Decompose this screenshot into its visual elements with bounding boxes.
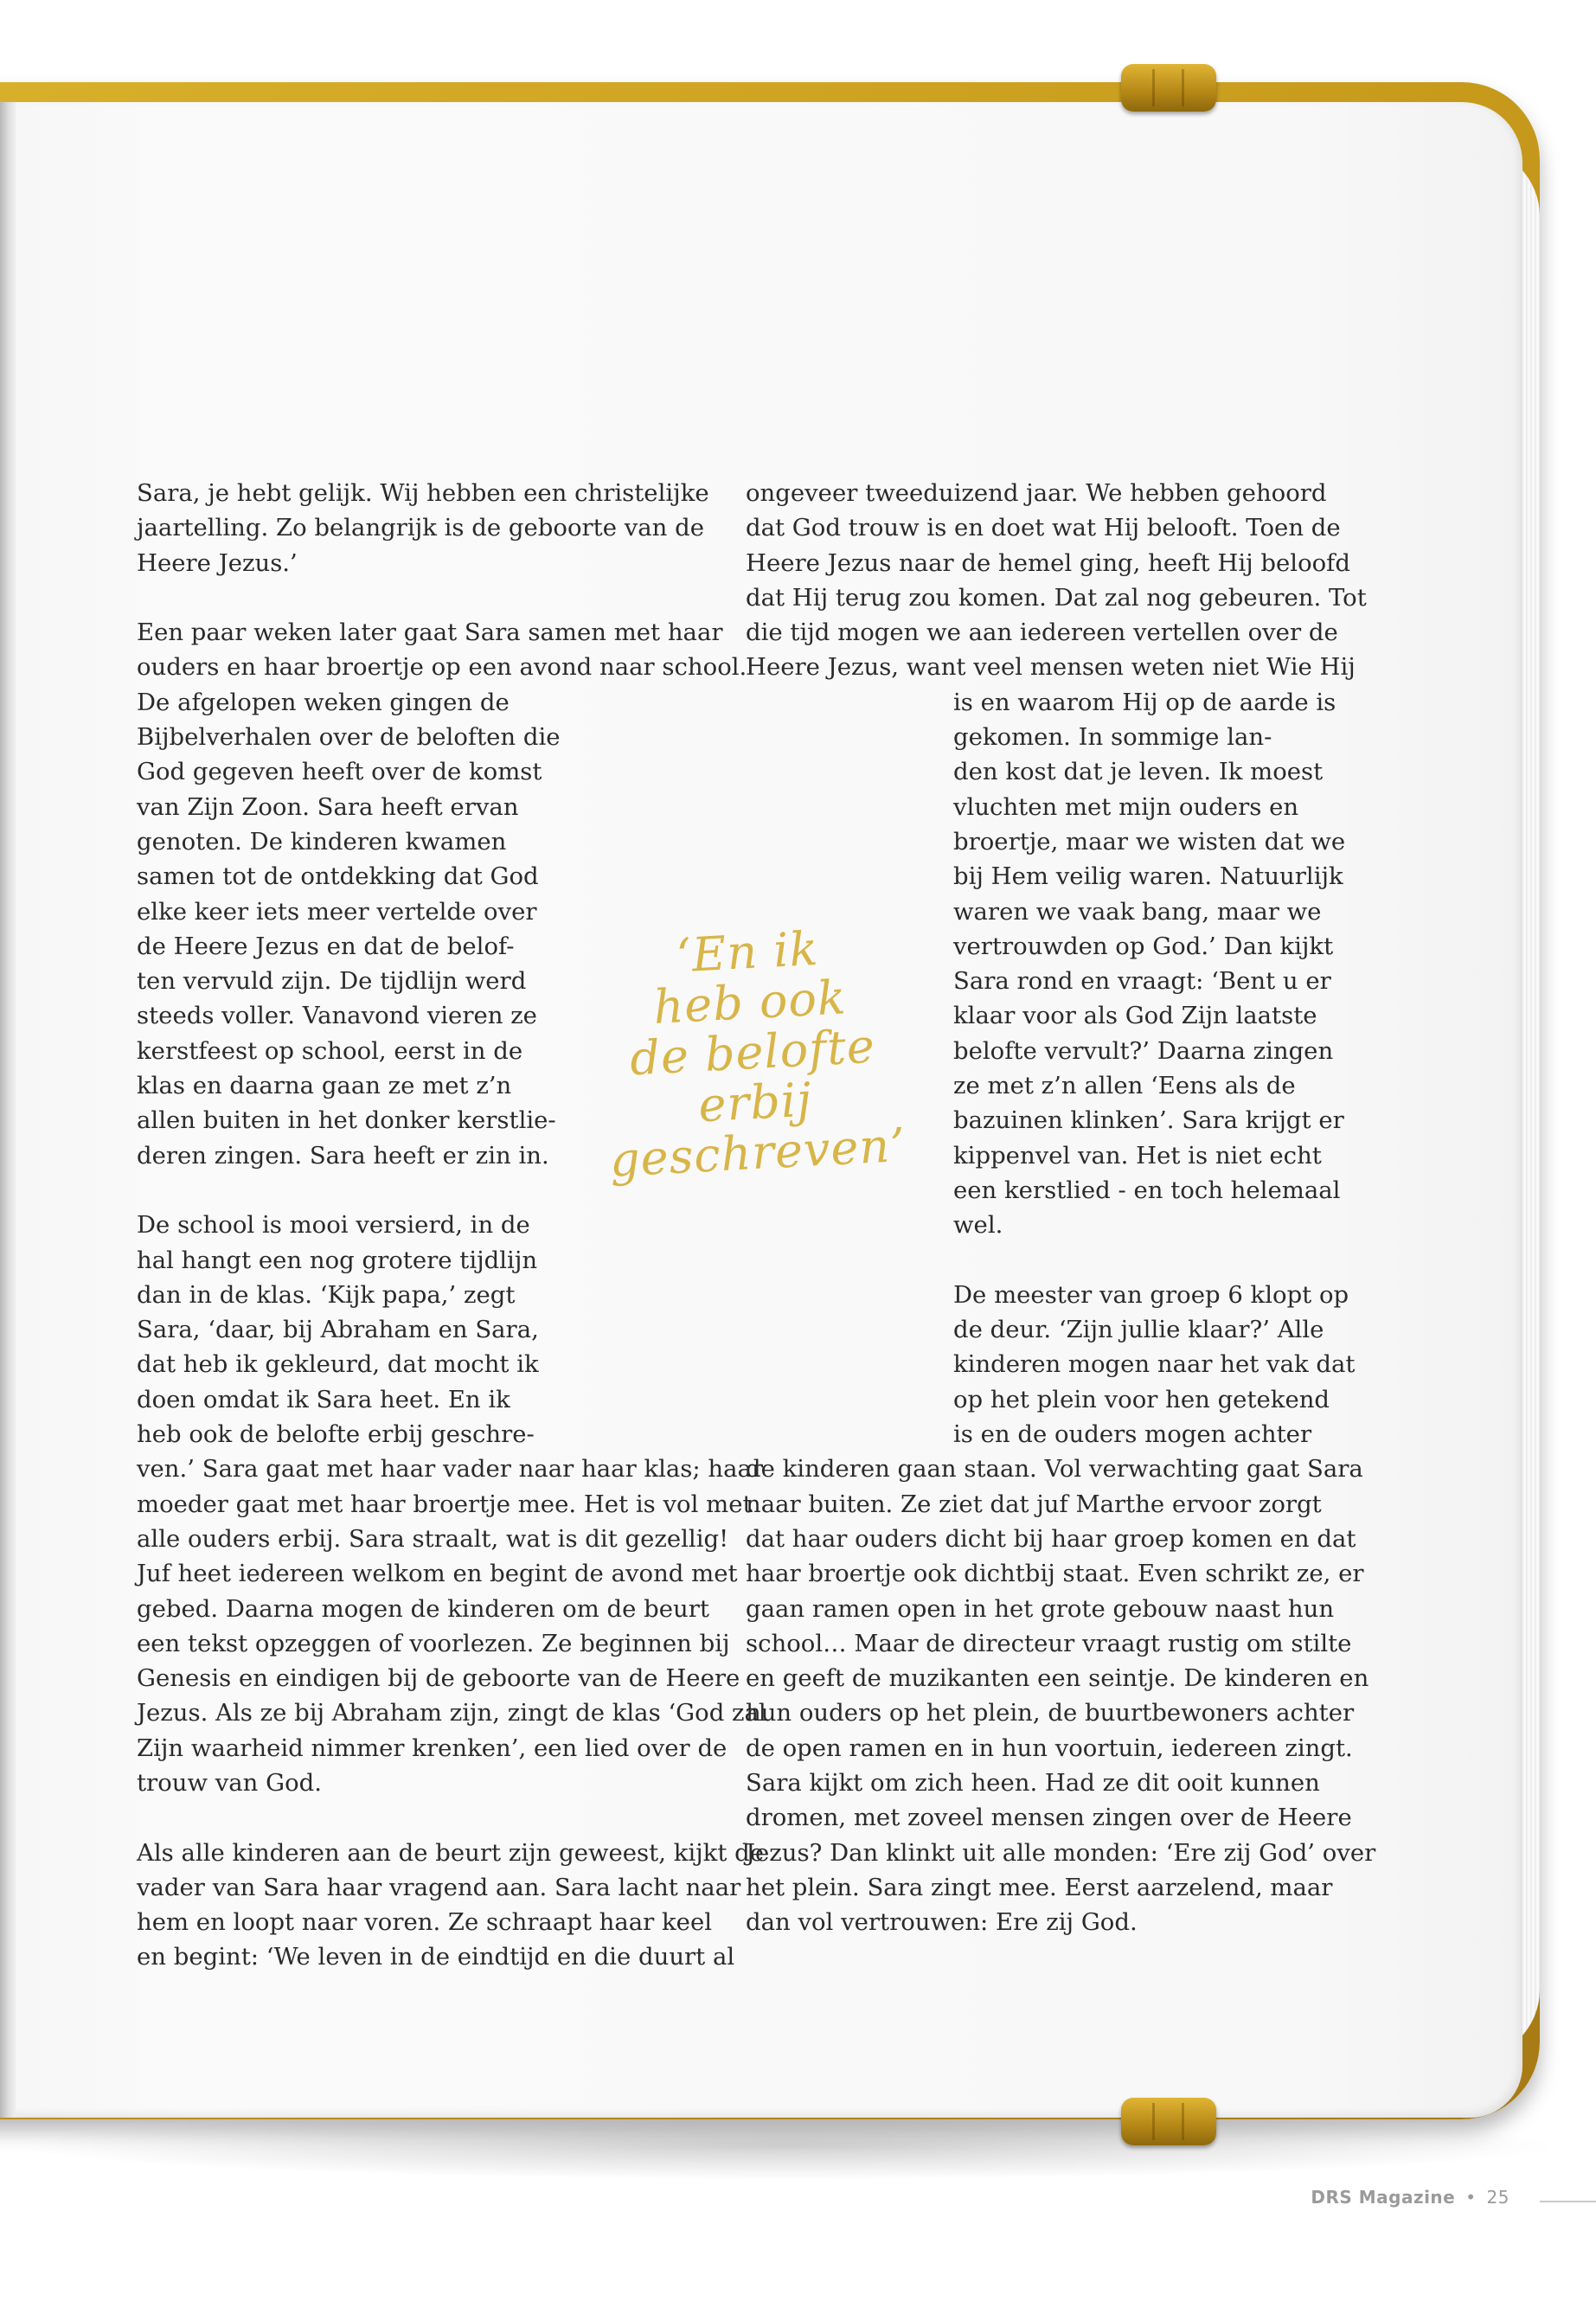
text-line: Bijbelverhalen over de beloften die	[137, 723, 561, 752]
elastic-band-top	[1121, 64, 1216, 112]
text-line: naar buiten. Ze ziet dat juf Marthe ervoor zorgt	[746, 1490, 1322, 1518]
text-line: dat Hij terug zou komen. Dat zal nog gebeuren. Tot	[746, 583, 1367, 612]
text-line: Heere Jezus naar de hemel ging, heeft Hij beloofd	[746, 548, 1350, 577]
paragraph	[746, 1278, 1376, 1940]
story-left-column	[137, 476, 766, 1975]
elastic-band-bottom	[1121, 2098, 1216, 2145]
paragraph-spacer	[746, 1243, 1334, 1278]
text-line: Een paar weken later gaat Sara samen met haar	[137, 619, 723, 647]
text-line: is en waarom Hij op de aarde is	[953, 688, 1336, 716]
text-line: Sara, je hebt gelijk. Wij hebben een christelijke	[137, 479, 709, 507]
text-line: klas en daarna gaan ze met z’n	[137, 1072, 512, 1100]
text-line: God gegeven heeft over de komst	[137, 758, 542, 786]
text-line: dat God trouw is en doet wat Hij belooft. Toen de	[746, 514, 1341, 542]
text-line: alle ouders erbij. Sara straalt, wat is dit gezellig!	[137, 1524, 729, 1553]
text-line: klaar voor als God Zijn laatste	[953, 1002, 1317, 1030]
text-line: gebed. Daarna mogen de kinderen om de beurt	[137, 1594, 709, 1623]
text-line: ongeveer tweeduizend jaar. We hebben gehoord	[746, 479, 1327, 507]
text-line: moeder gaat met haar broertje mee. Het is vol met	[137, 1490, 753, 1518]
text-line: Heere Jezus, want veel mensen weten niet Wie Hij	[746, 653, 1356, 682]
text-line: en begint: ‘We leven in de eindtijd en die duurt al	[137, 1943, 735, 1971]
pull-quote-line: ‘En ik	[675, 920, 820, 984]
pull-quote-line: geschreven’	[608, 1117, 907, 1188]
magazine-name: DRS Magazine	[1311, 2187, 1456, 2208]
text-line: broertje, maar we wisten dat we	[953, 827, 1346, 856]
text-line: hem en loopt naar voren. Ze schraapt haar keel	[137, 1908, 713, 1937]
text-line: Zijn waarheid nimmer krenken’, een lied over de	[137, 1734, 727, 1762]
text-line: bij Hem veilig waren. Natuurlijk	[953, 862, 1343, 891]
text-line: ten vervuld zijn. De tijdlijn werd	[137, 967, 527, 996]
text-line: elke keer iets meer vertelde over	[137, 897, 537, 926]
text-line: heb ook de belofte erbij geschre-	[137, 1420, 535, 1449]
text-line: Jezus? Dan klinkt uit alle monden: ‘Ere zij God’ over	[746, 1838, 1376, 1867]
text-line: ven.’ Sara gaat met haar vader naar haar klas; haar	[137, 1455, 764, 1484]
paragraph-spacer	[137, 580, 708, 615]
text-line: hun ouders op het plein, de buurtbewoners achter	[746, 1699, 1355, 1727]
text-line: Genesis en eindigen bij de geboorte van de Heere	[137, 1664, 740, 1693]
text-line: bazuinen klinken’. Sara krijgt er	[953, 1106, 1344, 1135]
text-line: Sara, ‘daar, bij Abraham en Sara,	[137, 1316, 539, 1344]
text-line: dat heb ik gekleurd, dat mocht ik	[137, 1350, 539, 1379]
text-line: de kinderen gaan staan. Vol verwachting gaat Sara	[746, 1455, 1363, 1484]
paragraph	[137, 1208, 766, 1800]
text-line: gaan ramen open in het grote gebouw naast hun	[746, 1594, 1335, 1623]
text-line: van Zijn Zoon. Sara heeft ervan	[137, 792, 519, 821]
text-line: kippenvel van. Het is niet echt	[953, 1141, 1322, 1170]
footer-separator: •	[1465, 2187, 1477, 2208]
text-line: trouw van God.	[137, 1768, 322, 1797]
text-line: dan vol vertrouwen: Ere zij God.	[746, 1908, 1138, 1937]
text-line: samen tot de ontdekking dat God	[137, 862, 539, 891]
pull-quote-line: de belofte	[628, 1018, 877, 1086]
paragraph	[137, 1836, 765, 1975]
text-line: op het plein voor hen getekend	[953, 1385, 1330, 1413]
text-line: dat haar ouders dicht bij haar groep komen en dat	[746, 1524, 1356, 1553]
text-line: is en de ouders mogen achter	[953, 1420, 1312, 1449]
text-line: en geeft de muzikanten een seintje. De kinderen en	[746, 1664, 1369, 1693]
page-number: 25	[1486, 2187, 1509, 2208]
text-line: vertrouwden op God.’ Dan kijkt	[953, 932, 1334, 960]
text-line: deren zingen. Sara heeft er zin in.	[137, 1141, 549, 1170]
text-line: haar broertje ook dichtbij staat. Even schrikt ze, er	[746, 1560, 1364, 1588]
text-line: ze met z’n allen ‘Eens als de	[953, 1072, 1296, 1100]
text-line: een kerstlied - en toch helemaal	[953, 1176, 1341, 1204]
footer-rule	[1540, 2201, 1596, 2202]
text-line: dan in de klas. ‘Kijk papa,’ zegt	[137, 1280, 516, 1309]
page-binding	[0, 102, 16, 2118]
text-line: Heere Jezus.’	[137, 548, 298, 577]
text-line: jaartelling. Zo belangrijk is de geboorte van de	[137, 514, 704, 542]
text-line: vader van Sara haar vragend aan. Sara lacht naar	[137, 1873, 741, 1901]
text-line: steeds voller. Vanavond vieren ze	[137, 1002, 537, 1030]
paragraph-spacer	[137, 1800, 708, 1835]
text-line: vluchten met mijn ouders en	[953, 792, 1299, 821]
text-line: allen buiten in het donker kerstlie-	[137, 1106, 556, 1135]
notebook-shadow	[9, 2111, 1566, 2180]
text-line: Sara kijkt om zich heen. Had ze dit ooit kunnen	[746, 1768, 1320, 1797]
text-line: die tijd mogen we aan iedereen vertellen over de	[746, 619, 1338, 647]
text-line: een tekst opzeggen of voorlezen. Ze beginnen bij	[137, 1629, 730, 1657]
text-line: dromen, met zoveel mensen zingen over de Heere	[746, 1804, 1352, 1832]
paragraph	[137, 476, 708, 580]
text-line: de Heere Jezus en dat de belof-	[137, 932, 515, 960]
text-line: het plein. Sara zingt mee. Eerst aarzelend, maar	[746, 1873, 1333, 1901]
text-line: den kost dat je leven. Ik moest	[953, 758, 1324, 786]
text-line: gekomen. In sommige lan-	[953, 723, 1272, 752]
text-line: Als alle kinderen aan de beurt zijn geweest, kijkt de	[137, 1838, 765, 1867]
text-line: doen omdat ik Sara heet. En ik	[137, 1385, 510, 1413]
text-line: Jezus. Als ze bij Abraham zijn, zingt de klas ‘God zal	[137, 1699, 766, 1727]
pull-quote	[582, 919, 924, 1186]
text-line: Sara rond en vraagt: ‘Bent u er	[953, 967, 1331, 996]
text-line: De school is mooi versierd, in de	[137, 1211, 530, 1240]
text-line: kerstfeest op school, eerst in de	[137, 1036, 523, 1065]
text-line: genoten. De kinderen kwamen	[137, 827, 507, 856]
text-line: ouders en haar broertje op een avond naar school.	[137, 653, 747, 682]
text-line: hal hangt een nog grotere tijdlijn	[137, 1246, 538, 1274]
pull-quote-line: erbij	[696, 1072, 814, 1133]
page-footer	[1311, 2187, 1509, 2208]
text-line: de open ramen en in hun voortuin, iedereen zingt.	[746, 1734, 1353, 1762]
text-line: de deur. ‘Zijn jullie klaar?’ Alle	[953, 1316, 1324, 1344]
text-line: De afgelopen weken gingen de	[137, 688, 510, 716]
text-line: school… Maar de directeur vraagt rustig om stilte	[746, 1629, 1352, 1657]
text-line: wel.	[953, 1211, 1003, 1240]
story-right-column	[746, 476, 1376, 1939]
text-line: Juf heet iedereen welkom en begint de avond met	[137, 1560, 738, 1588]
text-line: belofte vervult?’ Daarna zingen	[953, 1036, 1334, 1065]
text-line: kinderen mogen naar het vak dat	[953, 1350, 1356, 1379]
text-line: De meester van groep 6 klopt op	[953, 1280, 1349, 1309]
pull-quote-line: heb ook	[651, 970, 849, 1035]
text-line: waren we vaak bang, maar we	[953, 897, 1322, 926]
